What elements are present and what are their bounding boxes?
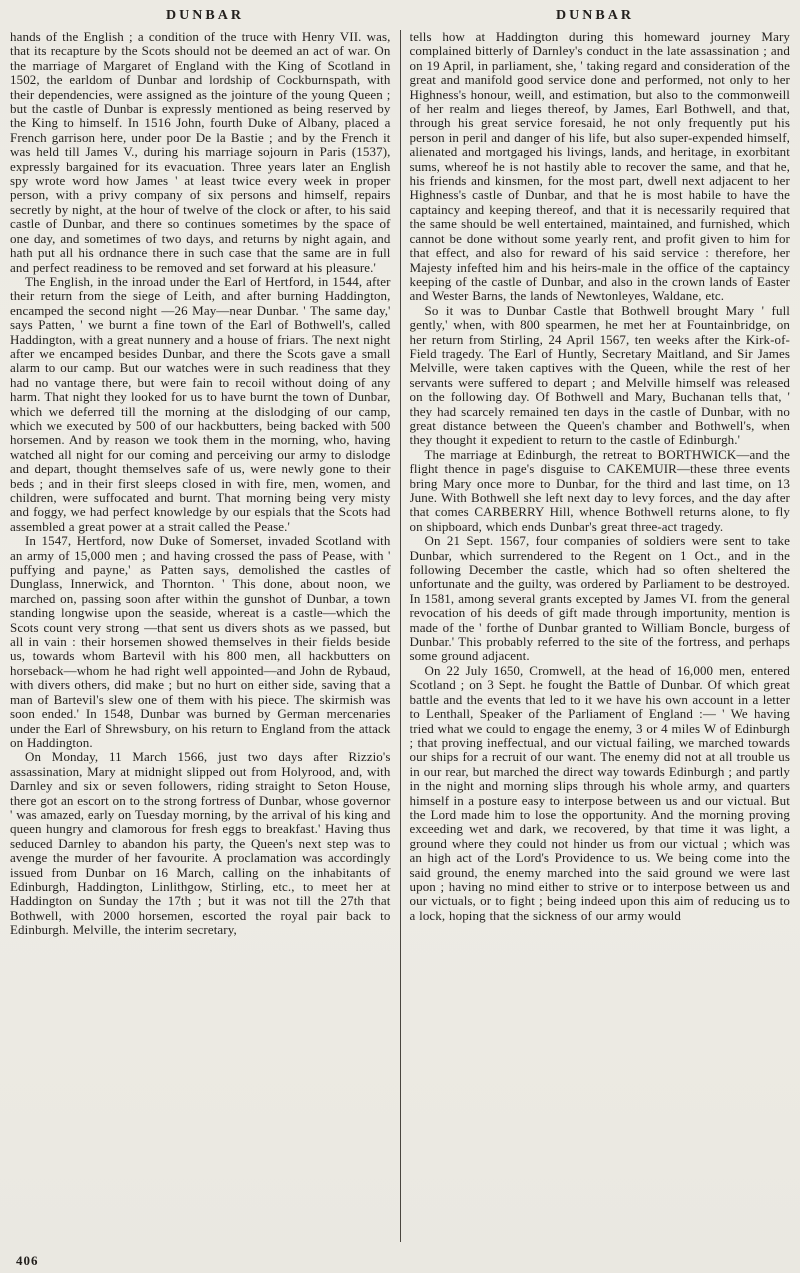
paragraph: So it was to Dunbar Castle that Bothwell brought Mary ' full gently,' when, with 800 spearmen, he met her at Fountainbridge, on her return from Stirling, 24 April 1567, ten weeks after the Kirk-of-Field tragedy. The Earl of Huntly, Secretary Maitland, and Sir James Melville, were taken captives with the Queen, while the rest of her servants were suffered to depart ; and Melville himself was released on the following day. Of Bothwell and Mary, Buchanan tells that, ' they had scarcely remained ten days in the castle of Dunbar, with no great distance between the Queen's chamber and Bothwell's, when they thought it expedient to return to the castle of Edinburgh.': [409, 302, 790, 448]
paragraph: The marriage at Edinburgh, the retreat to BORTHWICK—and the flight thence in page's disguise to CAKEMUIR—these three events bring Mary once more to Dunbar, for the third and last time, on 13 June. With Bothwell she left next day to levy forces, and the day after that comes CARBERRY Hill, whence Bothwell returns alone, to fly on shipboard, which ends Dunbar's great three-act tragedy.: [409, 446, 790, 534]
paragraph: On Monday, 11 March 1566, just two days after Rizzio's assassination, Mary at midnight slipped out from Holyrood, and, with Darnley and six or seven followers, riding straight to Seton House, there got an escort on to the strong fortress of Dunbar, whose governor ' was amazed, early on Tuesday morning, by the arrival of his king and queen hungry and clamorous for fresh eggs to breakfast.' Having thus seduced Darnley to abandon his party, the Queen's next step was to avenge the murder of her favourite. A proclamation was accordingly issued from Dunbar on 16 March, calling on the inhabitants of Edinburgh, Haddington, Linlithgow, Stirling, etc., to meet her at Haddington on Sunday the 17th ; but it was not till the 27th that Bothwell, with 2000 horsemen, escorted the royal pair back to Edinburgh. Melville, the interim secretary,: [10, 749, 391, 938]
paragraph: On 22 July 1650, Cromwell, at the head of 16,000 men, entered Scotland ; on 3 Sept. he fought the Battle of Dunbar. Of which great battle and the events that led to it we have his own account in a letter to Lenthall, Speaker of the Parliament of England :— ' We having tried what we could to engage the enemy, 3 or 4 miles W of Edinburgh ; that proving ineffectual, and our victual failing, we marched towards our ships for a recruit of our want. The enemy did not at all trouble us in our rear, but marched the direct way towards Edinburgh ; and partly in the night and morning slips through his whole army, and quarters himself in a posture easy to interpose between us and our victual. But the Lord made him to lose the opportunity. And the morning proving exceeding wet and dark, we recovered, by that time it was light, a ground where they could not hinder us from our victual ; which was an high act of the Lord's Providence to us. We being come into the said ground, the enemy marched into the said ground we were last upon ; having no mind either to strive or to interpose between us and our victuals, or to fight ; being indeed upon this aim of reducing us to a lock, hoping that the sickness of our army would: [409, 662, 790, 923]
paragraph: On 21 Sept. 1567, four companies of soldiers were sent to take Dunbar, which surrendered to the Regent on 1 Oct., and in the following December the castle, which had so often sheltered the unfortunate and the guilty, was ordered by Parliament to be destroyed. In 1581, among several grants excepted by James VI. from the general revocation of his deeds of gift made through importunity, mention is made of the ' forthe of Dunbar granted to William Boncle, burgess of Dunbar.' This probably referred to the site of the fortress, and perhaps some ground adjacent.: [409, 533, 790, 664]
paragraph: hands of the English ; a condition of the truce with Henry VII. was, that its recapture by the Scots should not be deemed an act of war. On the marriage of Margaret of England with the King of Scotland in 1502, the earldom of Dunbar and lordship of Cockburnspath, with their dependencies, were assigned as the jointure of the young Queen ; but the castle of Dunbar is expressly mentioned as being reserved by the King to himself. In 1516 John, fourth Duke of Albany, placed a French garrison here, under poor De la Bastie ; and by the French it was held till James V., during his marriage sojourn in Paris (1537), expressly bargained for its evacuation. Three years later an English spy wrote word how James ' at least twice every week in proper person, with a privy company of six persons and himself, repairs secretly by night, at the hour of twelve of the clock or after, to his said castle of Dunbar, and there so continues sometimes by the space of one day, and sometimes of two days, and returns by night again, and hath put all his ordnance there in such case that the same are in full and perfect readiness to be removed and set forward at his pleasure.': [10, 30, 391, 275]
left-column: [10, 30, 391, 1242]
running-head-left: DUNBAR: [166, 8, 244, 23]
paragraph: tells how at Haddington during this homeward journey Mary complained bitterly of Darnley's conduct in the late assassination ; and on 19 April, in parliament, she, ' taking regard and consideration of the great and manifold good service done and performed, not only to her Highness's honour, weill, and estimation, but also to the commonweill of her realm and lieges thereof, by James, Earl Bothwell, and that, through his great service foresaid, he not only frequently put his person in peril and danger of his life, but also super-expended himself, alienated and mortgaged his livings, lands, and heritage, in exorbitant sums, whereof he is not hastily able to recover the same, and that he, his friends and kinsmen, for the most part, dwell next adjacent to her Highness's castle of Dunbar, and that he is most habile to have the captaincy and keeping thereof, and that it is necessarily required that the same should be well entertained, maintained, and furnished, which cannot be done without some yearly rent, and profit given to him for that effect, and also for reward of his said service : therefore, her Majesty infefted him and his heirs-male in the office of the captaincy keeping of the castle of Dunbar, and also in the crown lands of Easter and Wester Barns, the lands of Newtonleyes, Waldane, etc.: [409, 30, 790, 304]
text-columns: [10, 30, 790, 1242]
right-column: [410, 30, 791, 1242]
running-heads: [10, 6, 790, 30]
page-number: 406: [16, 1253, 39, 1268]
column-divider: [400, 30, 401, 1242]
paragraph: In 1547, Hertford, now Duke of Somerset, invaded Scotland with an army of 15,000 men ; and having crossed the pass of Pease, with ' puffying and payne,' as Patten says, demolished the castles of Dunglass, Innerwick, and Thornton. ' This done, about noon, we marched on, passing soon after within the gunshot of Dunbar, a town standing longwise upon the seaside, whereat is a castle—which the Scots count very strong —that sent us divers shots as we passed, but all in vain : their horsemen showed themselves in their fields beside us, towards whom Bartevil with his 800 men, all hackbutters on horseback—whom he had right well appointed—and John de Rybaud, with divers others, did make ; but no hurt on either side, saving that a man of Bartevil's slew one of them with his piece. The skirmish was soon ended.' In 1548, Dunbar was burned by German mercenaries under the Earl of Shrewsbury, on his return to England from the attack on Haddington.: [10, 533, 391, 750]
running-head-right: DUNBAR: [556, 8, 634, 23]
paragraph: The English, in the inroad under the Earl of Hertford, in 1544, after their return from the siege of Leith, and after burning Haddington, encamped the second night —26 May—near Dunbar. ' The same day,' says Patten, ' we burnt a fine town of the Earl of Bothwell's, called Haddington, with a great nunnery and a house of friars. The next night after we encamped besides Dunbar, and there the Scots gave a small alarm to our camp. But our watches were in such readiness that they had no vantage there, but were fain to recoil without doing of any harm. That night they looked for us to have burnt the town of Dunbar, which we deferred till the morning at the dislodging of our camp, which we executed by 500 of our hackbutters, being backed with 500 horsemen. And by reason we took them in the morning, who, having watched all night for our coming and perceiving our army to dislodge and depart, thought themselves safe of us, were newly gone to their beds ; and in their first sleeps closed in with fire, men, women, and children, were suffocated and burnt. That morning being very misty and foggy, we had perfect knowledge by our espials that the Scots had assembled a great power at a strait called the Pease.': [10, 273, 391, 534]
